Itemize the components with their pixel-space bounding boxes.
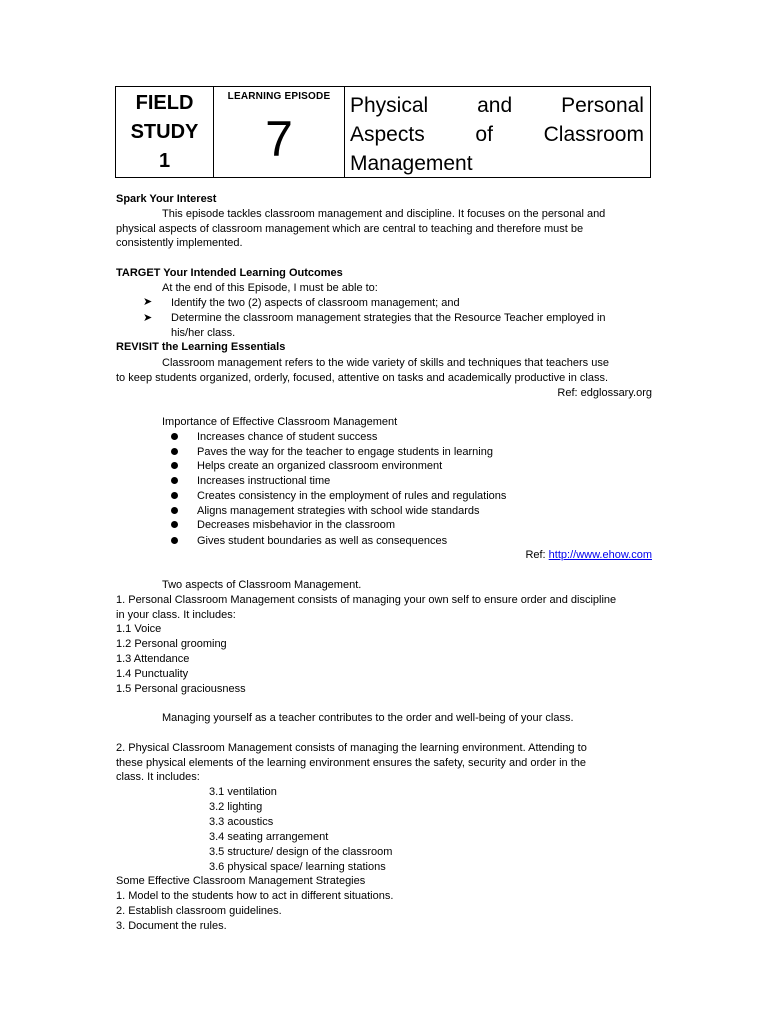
physical-item: 3.2 lighting bbox=[209, 801, 263, 813]
ref-label: Ref: bbox=[525, 549, 549, 561]
importance-item: Aligns management strategies with school wide standards bbox=[197, 505, 480, 517]
importance-ref bbox=[525, 548, 652, 563]
bullet-icon bbox=[171, 462, 178, 469]
bullet-icon bbox=[171, 507, 178, 514]
title-word: Aspects bbox=[350, 123, 425, 146]
bullet-icon bbox=[171, 521, 178, 528]
episode-header-table bbox=[115, 86, 651, 178]
title-word: and bbox=[477, 94, 513, 117]
physical-line: class. It includes: bbox=[116, 771, 200, 783]
spark-line: consistently implemented. bbox=[116, 237, 243, 249]
personal-line: in your class. It includes: bbox=[116, 609, 236, 621]
personal-item: 1.3 Attendance bbox=[116, 653, 190, 665]
strategy-item: 2. Establish classroom guidelines. bbox=[116, 905, 282, 917]
field-study-cell bbox=[116, 87, 214, 177]
physical-item: 3.4 seating arrangement bbox=[209, 831, 329, 843]
managing-note: Managing yourself as a teacher contributes to the order and well-being of your class. bbox=[162, 712, 574, 724]
physical-item: 3.3 acoustics bbox=[209, 816, 274, 828]
field-study-line: FIELD bbox=[135, 91, 194, 114]
title-word: Management bbox=[350, 152, 473, 175]
target-item: his/her class. bbox=[171, 327, 236, 339]
importance-item: Decreases misbehavior in the classroom bbox=[197, 519, 396, 531]
personal-item: 1.4 Punctuality bbox=[116, 668, 189, 680]
title-word: Classroom bbox=[543, 123, 644, 146]
physical-item: 3.1 ventilation bbox=[209, 786, 277, 798]
field-study-line: STUDY bbox=[130, 120, 199, 143]
target-intro: At the end of this Episode, I must be able to: bbox=[162, 282, 378, 294]
personal-line: 1. Personal Classroom Management consists of managing your own self to ensure order and discipline bbox=[116, 594, 617, 606]
importance-item: Increases chance of student success bbox=[197, 431, 378, 443]
title-line bbox=[350, 120, 644, 149]
episode-cell bbox=[214, 87, 345, 177]
physical-item: 3.6 physical space/ learning stations bbox=[209, 861, 386, 873]
arrow-bullet-icon: ➤ bbox=[143, 296, 153, 308]
importance-item: Increases instructional time bbox=[197, 475, 331, 487]
importance-item: Gives student boundaries as well as consequences bbox=[197, 535, 448, 547]
revisit-line: to keep students organized, orderly, focused, attentive on tasks and academically productive in class. bbox=[116, 372, 609, 384]
revisit-line: Classroom management refers to the wide variety of skills and techniques that teachers use bbox=[162, 357, 609, 369]
bullet-icon bbox=[171, 433, 178, 440]
title-word: of bbox=[475, 123, 493, 146]
personal-item: 1.5 Personal graciousness bbox=[116, 683, 246, 695]
strategy-item: 3. Document the rules. bbox=[116, 920, 227, 932]
importance-item: Helps create an organized classroom environment bbox=[197, 460, 443, 472]
title-word: Physical bbox=[350, 94, 429, 117]
title-word: Personal bbox=[561, 94, 644, 117]
importance-heading: Importance of Effective Classroom Management bbox=[162, 416, 398, 428]
physical-item: 3.5 structure/ design of the classroom bbox=[209, 846, 393, 858]
spark-line: physical aspects of classroom management which are central to teaching and therefore must be bbox=[116, 223, 584, 235]
bullet-icon bbox=[171, 448, 178, 455]
target-item: Determine the classroom management strategies that the Resource Teacher employed in bbox=[171, 312, 606, 324]
bullet-icon bbox=[171, 477, 178, 484]
episode-number: 7 bbox=[265, 111, 293, 167]
bullet-icon bbox=[171, 492, 178, 499]
strategies-heading: Some Effective Classroom Management Strategies bbox=[116, 875, 366, 887]
title-line bbox=[350, 149, 644, 178]
arrow-bullet-icon: ➤ bbox=[143, 312, 153, 324]
episode-title bbox=[345, 87, 650, 177]
target-item: Identify the two (2) aspects of classroom management; and bbox=[171, 297, 460, 309]
personal-item: 1.1 Voice bbox=[116, 623, 162, 635]
spark-heading: Spark Your Interest bbox=[116, 193, 217, 205]
ehow-link[interactable]: http://www.ehow.com bbox=[548, 549, 652, 561]
spark-line: This episode tackles classroom management and discipline. It focuses on the personal and bbox=[162, 208, 606, 220]
importance-item: Creates consistency in the employment of rules and regulations bbox=[197, 490, 507, 502]
target-heading: TARGET Your Intended Learning Outcomes bbox=[116, 267, 343, 279]
physical-line: these physical elements of the learning environment ensures the safety, security and order in the bbox=[116, 757, 587, 769]
strategy-item: 1. Model to the students how to act in different situations. bbox=[116, 890, 394, 902]
bullet-icon bbox=[171, 537, 178, 544]
aspects-heading: Two aspects of Classroom Management. bbox=[162, 579, 362, 591]
importance-item: Paves the way for the teacher to engage students in learning bbox=[197, 446, 493, 458]
revisit-ref: Ref: edglossary.org bbox=[557, 387, 652, 399]
revisit-heading: REVISIT the Learning Essentials bbox=[116, 341, 286, 353]
field-study-line: 1 bbox=[158, 149, 171, 172]
personal-item: 1.2 Personal grooming bbox=[116, 638, 227, 650]
episode-label: LEARNING EPISODE bbox=[227, 91, 331, 102]
physical-line: 2. Physical Classroom Management consists of managing the learning environment. Attending to bbox=[116, 742, 587, 754]
title-line bbox=[350, 91, 644, 120]
